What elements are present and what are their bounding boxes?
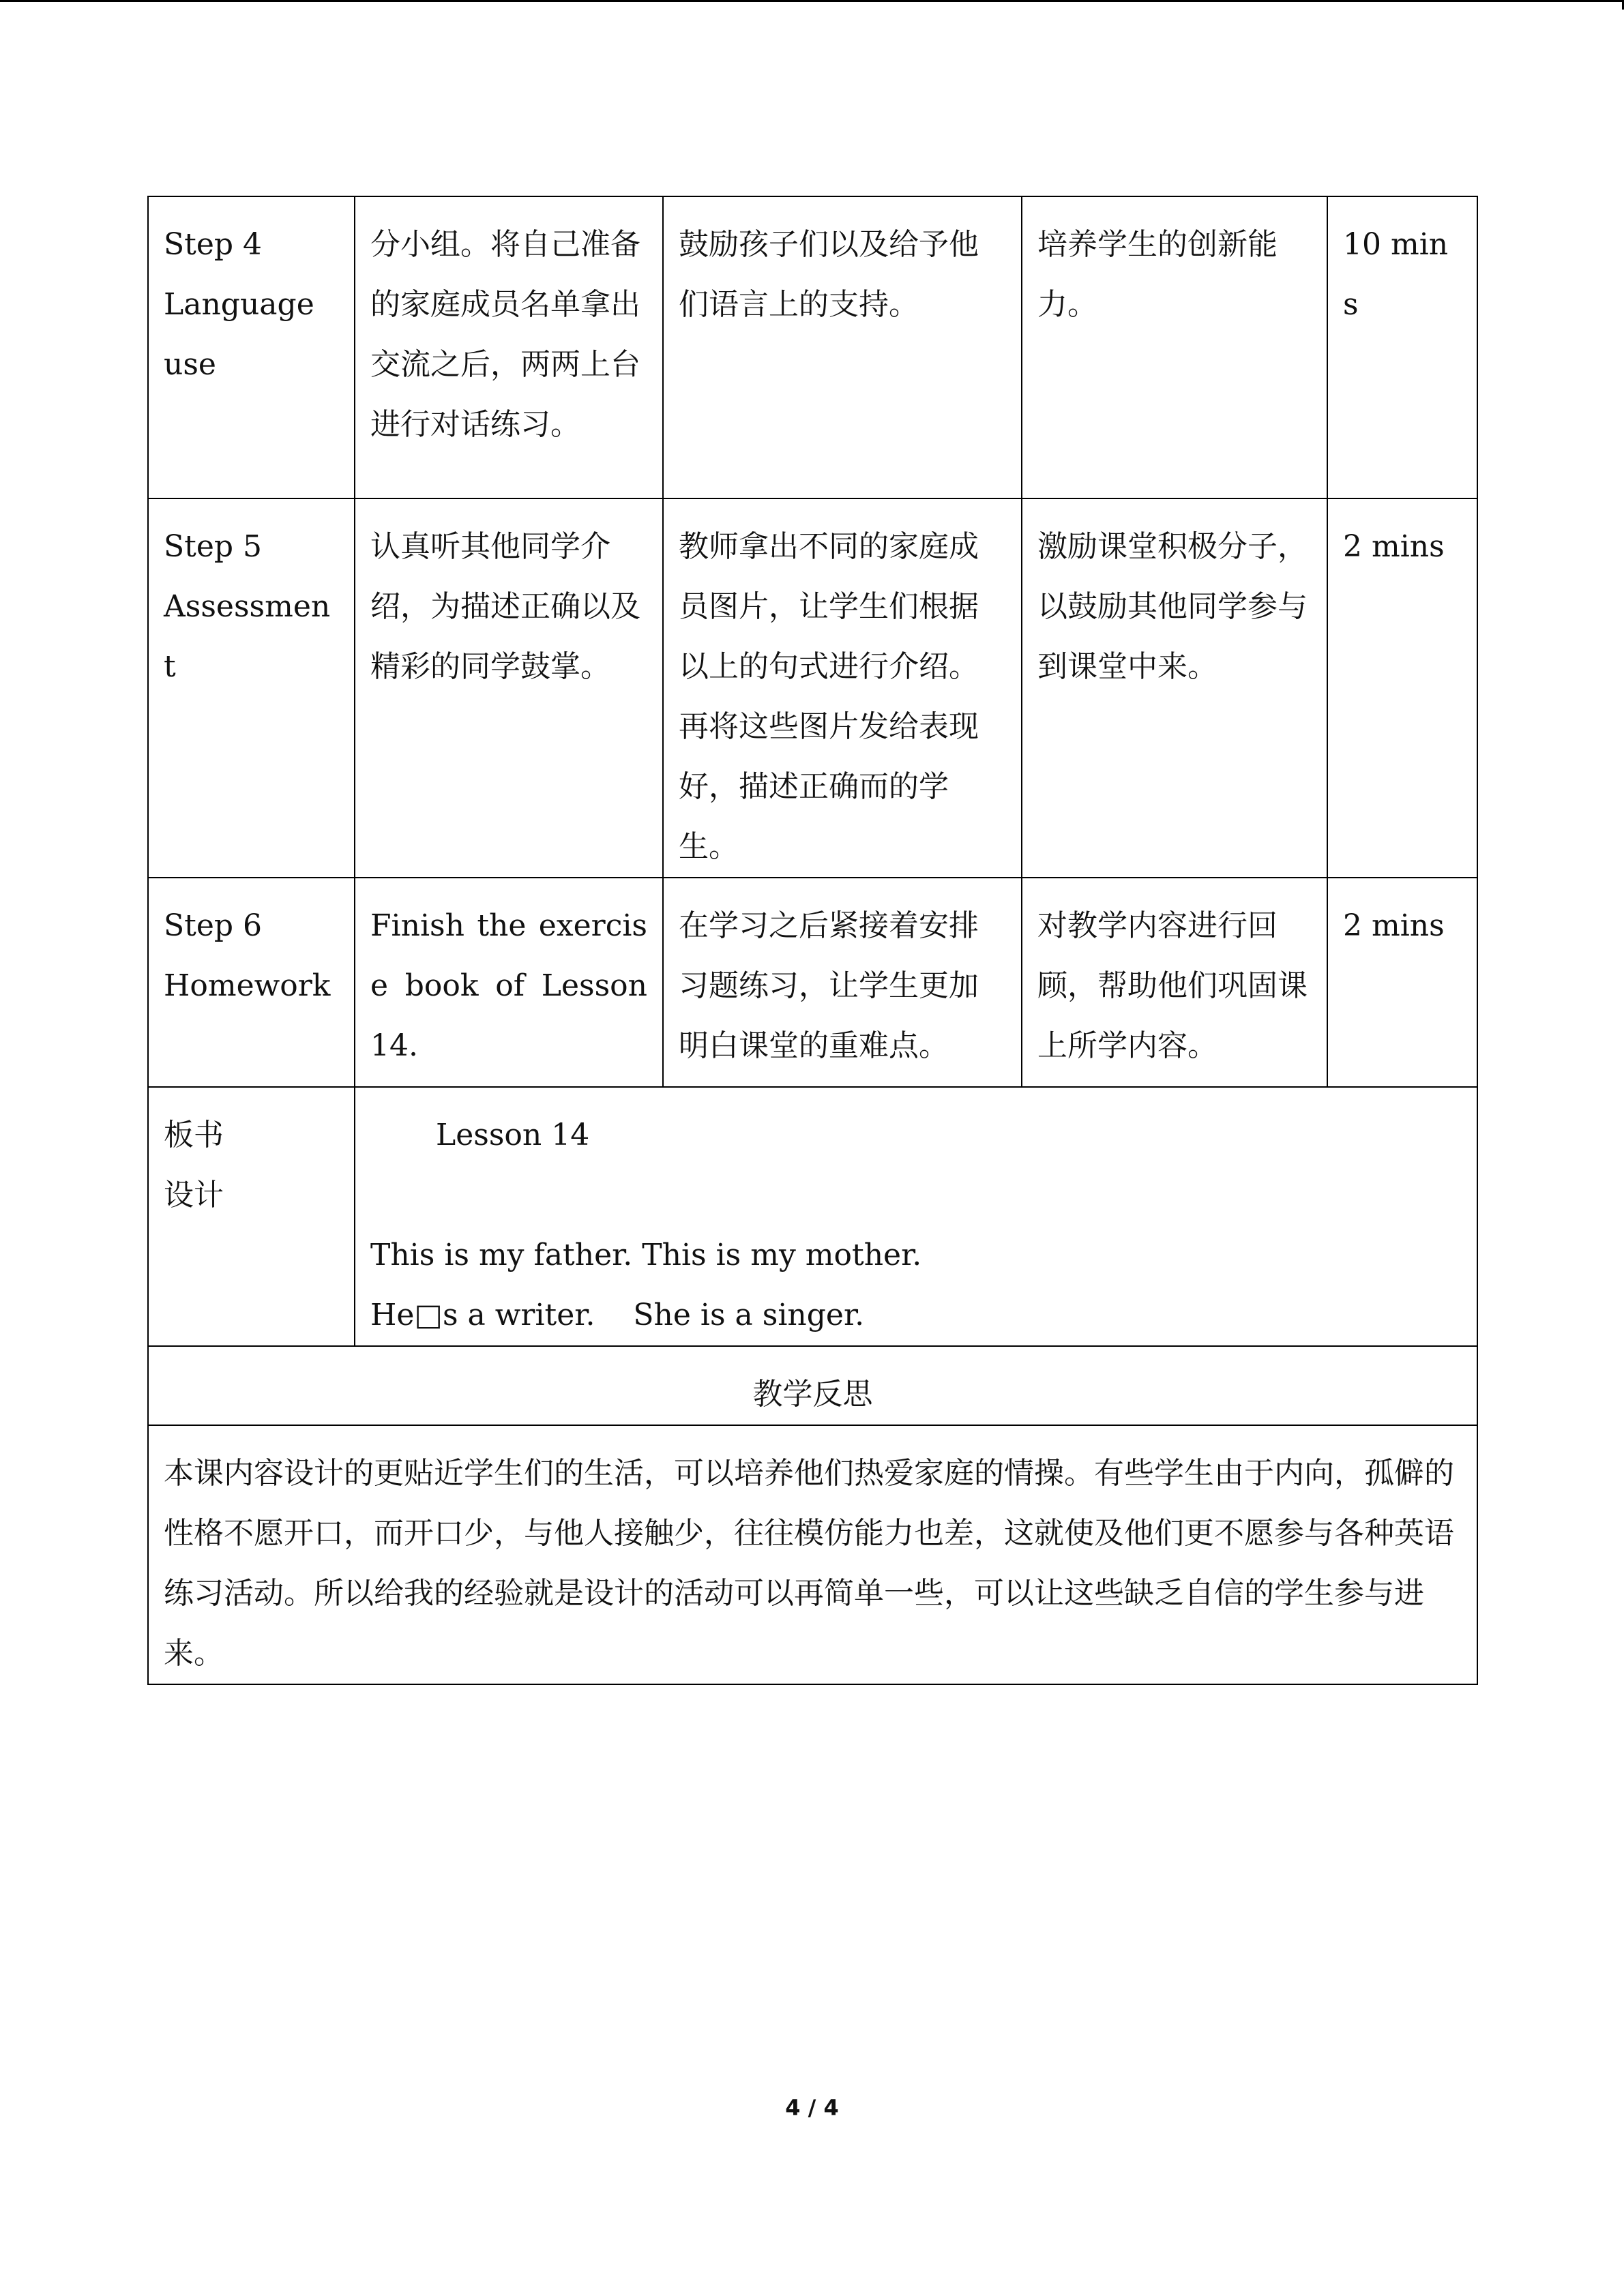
purpose-cell	[1022, 498, 1327, 878]
step-cell	[148, 498, 355, 878]
reflection-text: 本课内容设计的更贴近学生们的生活，可以培养他们热爱家庭的情操。有些学生由于内向，孤僻的性格不愿开口，而开口少，与他人接触少，往往模仿能力也差，这就使及他们更不愿参与各种英语练习活动。所以给我的经验就是设计的活动可以再简单一些，可以让这些缺乏自信的学生参与进来。	[164, 1456, 1454, 1671]
board-content-cell	[355, 1087, 1477, 1346]
table-row-step6	[148, 878, 1477, 1087]
top-border-line	[0, 0, 1624, 2]
time-cell	[1327, 498, 1477, 878]
student-activity-text: Finish the exercise book of Lesson 14.	[370, 908, 647, 1063]
purpose-cell	[1022, 878, 1327, 1087]
student-activity-cell	[355, 498, 663, 878]
table-row-step5	[148, 498, 1477, 878]
reflection-text-cell	[148, 1425, 1477, 1684]
reflection-heading: 教学反思	[752, 1377, 873, 1412]
teacher-activity-cell	[663, 498, 1022, 878]
reflection-heading-cell	[148, 1346, 1477, 1425]
time-cell	[1327, 196, 1477, 498]
student-activity-cell	[355, 196, 663, 498]
teacher-activity-text: 在学习之后紧接着安排习题练习，让学生更加明白课堂的重难点。	[679, 908, 979, 1063]
board-label-cont: 设计	[164, 1178, 224, 1212]
time-text: 10 mins	[1343, 227, 1449, 322]
board-line: This is my father. This is my mother.	[370, 1238, 922, 1272]
teacher-activity-text: 鼓励孩子们以及给予他们语言上的支持。	[679, 227, 979, 322]
table-row-reflection-text	[148, 1425, 1477, 1684]
board-spacer	[370, 1165, 1462, 1225]
teacher-activity-cell	[663, 878, 1022, 1087]
step-name: Homework	[164, 968, 331, 1003]
board-line: He□s a writer. She is a singer.	[370, 1298, 865, 1332]
time-text: 2 mins	[1343, 908, 1445, 943]
step-name: Assessment	[164, 589, 331, 684]
step-number: Step 6	[164, 908, 263, 943]
step-name-cont: use	[164, 347, 216, 382]
table-row-board-design	[148, 1087, 1477, 1346]
purpose-cell	[1022, 196, 1327, 498]
student-activity-text: 分小组。将自己准备的家庭成员名单拿出交流之后，两两上台进行对话练习。	[370, 227, 640, 442]
board-label-cell	[148, 1087, 355, 1346]
purpose-text: 对教学内容进行回顾，帮助他们巩固课上所学内容。	[1037, 908, 1308, 1063]
table-row-reflection-heading	[148, 1346, 1477, 1425]
step-number: Step 5	[164, 529, 263, 564]
table-row-step4	[148, 196, 1477, 498]
time-cell	[1327, 878, 1477, 1087]
step-name: Language	[164, 287, 314, 322]
step-cell	[148, 196, 355, 498]
purpose-text: 激励课堂积极分子，以鼓励其他同学参与到课堂中来。	[1037, 529, 1308, 684]
step-cell	[148, 878, 355, 1087]
lesson-plan-table	[147, 196, 1478, 1685]
board-title: Lesson 14	[436, 1118, 590, 1152]
board-label: 板书	[164, 1118, 224, 1152]
purpose-text: 培养学生的创新能力。	[1037, 227, 1278, 322]
teacher-activity-cell	[663, 196, 1022, 498]
page-number: 4 / 4	[785, 2095, 839, 2121]
student-activity-text: 认真听其他同学介绍，为描述正确以及精彩的同学鼓掌。	[370, 529, 640, 684]
teacher-activity-text: 教师拿出不同的家庭成员图片，让学生们根据以上的句式进行介绍。再将这些图片发给表现好，描述正确而的学生。	[679, 529, 979, 864]
step-number: Step 4	[164, 227, 263, 262]
time-text: 2 mins	[1343, 529, 1445, 564]
student-activity-cell	[355, 878, 663, 1087]
